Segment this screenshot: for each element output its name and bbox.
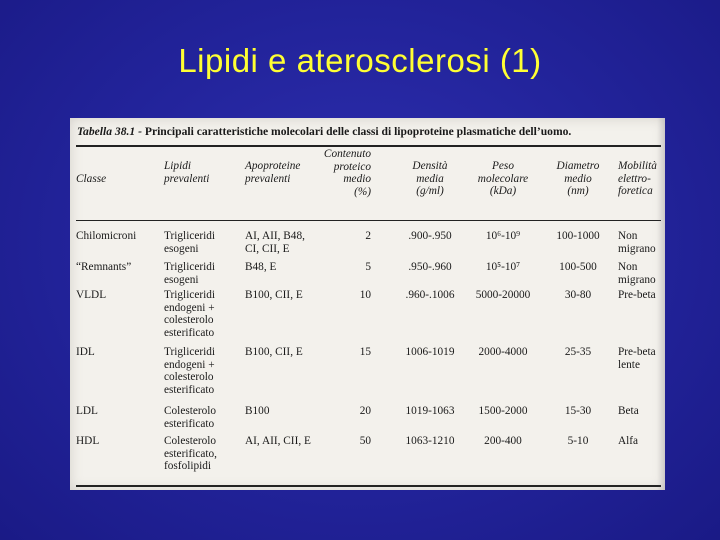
table-cell-hdl-contenuto: 50 [359,435,371,447]
table-cell-vldl-densit: .960-.1006 [405,289,455,301]
table-caption [77,125,571,138]
table-cell-chilomicroni-diametro: 100-1000 [556,230,600,242]
table-cell-idl-densit: 1006-1019 [405,346,455,358]
table-cell-idl-diametro: 25-35 [564,346,592,358]
column-header-classe: Classe [76,173,107,185]
table-cell-idl-classe: IDL [76,346,95,358]
table-caption-number: Tabella 38.1 - [77,125,142,138]
table-cell-chilomicroni-mobilit: Non migrano [618,230,656,255]
table-cell-remnants-mobilit: Non migrano [618,261,656,286]
table-cell-vldl-classe: VLDL [76,289,107,301]
table-cell-ldl-classe: LDL [76,405,98,417]
column-header-apoproteine: Apoproteine prevalenti [245,160,301,185]
table-cell-remnants-apoproteine: B48, E [245,261,277,273]
table-cell-idl-lipidi: Trigliceridi endogeni + colesterolo esterificato [164,346,216,396]
table-cell-ldl-apoproteine: B100 [245,405,270,417]
column-header-diametro: Diametro medio (nm) [556,160,600,197]
table-cell-chilomicroni-classe: Chilomicroni [76,230,137,242]
table-cell-hdl-apoproteine: AI, AII, CII, E [245,435,311,447]
table-cell-ldl-lipidi: Colesterolo esterificato [164,405,217,430]
table-cell-remnants-densit: .950-.960 [408,261,452,273]
table-header-rule [76,220,661,221]
table-cell-chilomicroni-densit: .900-.950 [408,230,452,242]
table-cell-chilomicroni-peso: 10⁶-10⁹ [485,230,521,242]
table-bottom-rule [76,485,661,487]
slide-title: Lipidi e aterosclerosi (1) [178,42,542,79]
table-cell-remnants-diametro: 100-500 [559,261,597,273]
table-cell-idl-peso: 2000-4000 [478,346,528,358]
table-top-rule [76,145,661,147]
table-cell-ldl-diametro: 15-30 [564,405,592,417]
column-header-peso: Peso molecolare (kDa) [477,160,529,197]
table-cell-idl-mobilit: Pre-beta lente [618,346,656,371]
column-header-lipidi: Lipidi prevalenti [164,160,210,185]
table-cell-ldl-densit: 1019-1063 [405,405,455,417]
table-cell-remnants-contenuto: 5 [365,261,371,273]
table-cell-hdl-classe: HDL [76,435,100,447]
table-cell-vldl-lipidi: Trigliceridi endogeni + colesterolo esterificato [164,289,216,339]
table-cell-hdl-peso: 200-400 [484,435,522,447]
column-header-densit: Densità media (g/ml) [412,160,448,197]
table-cell-chilomicroni-lipidi: Trigliceridi esogeni [164,230,216,255]
table-cell-vldl-diametro: 30-80 [564,289,592,301]
table-caption-text: Principali caratteristiche molecolari delle classi di lipoproteine plasmatiche dell’uomo. [144,125,572,138]
table-cell-vldl-contenuto: 10 [359,289,371,301]
table-cell-remnants-lipidi: Trigliceridi esogeni [164,261,216,286]
table-cell-chilomicroni-contenuto: 2 [365,230,371,242]
table-cell-ldl-contenuto: 20 [359,405,371,417]
column-header-contenuto: Contenuto proteico medio (%) [323,148,371,198]
table-cell-vldl-apoproteine: B100, CII, E [245,289,303,301]
table-cell-vldl-mobilit: Pre-beta [618,289,656,301]
table-cell-remnants-classe: “Remnants” [76,261,132,273]
scanned-table-image [70,118,665,490]
table-cell-hdl-mobilit: Alfa [618,435,639,447]
scan-shadow-edge [657,118,665,490]
table-cell-idl-contenuto: 15 [359,346,371,358]
table-cell-remnants-peso: 10⁵-10⁷ [485,261,521,273]
column-header-mobilit: Mobilità elettro- foretica [618,160,657,197]
table-cell-hdl-lipidi: Colesterolo esterificato, fosfolipidi [164,435,218,472]
table-cell-hdl-densit: 1063-1210 [405,435,455,447]
table-cell-chilomicroni-apoproteine: AI, AII, B48, CI, CII, E [245,230,305,255]
table-cell-ldl-peso: 1500-2000 [478,405,528,417]
table-cell-hdl-diametro: 5-10 [567,435,589,447]
table-cell-ldl-mobilit: Beta [618,405,639,417]
table-cell-idl-apoproteine: B100, CII, E [245,346,303,358]
table-cell-vldl-peso: 5000-20000 [475,289,531,301]
